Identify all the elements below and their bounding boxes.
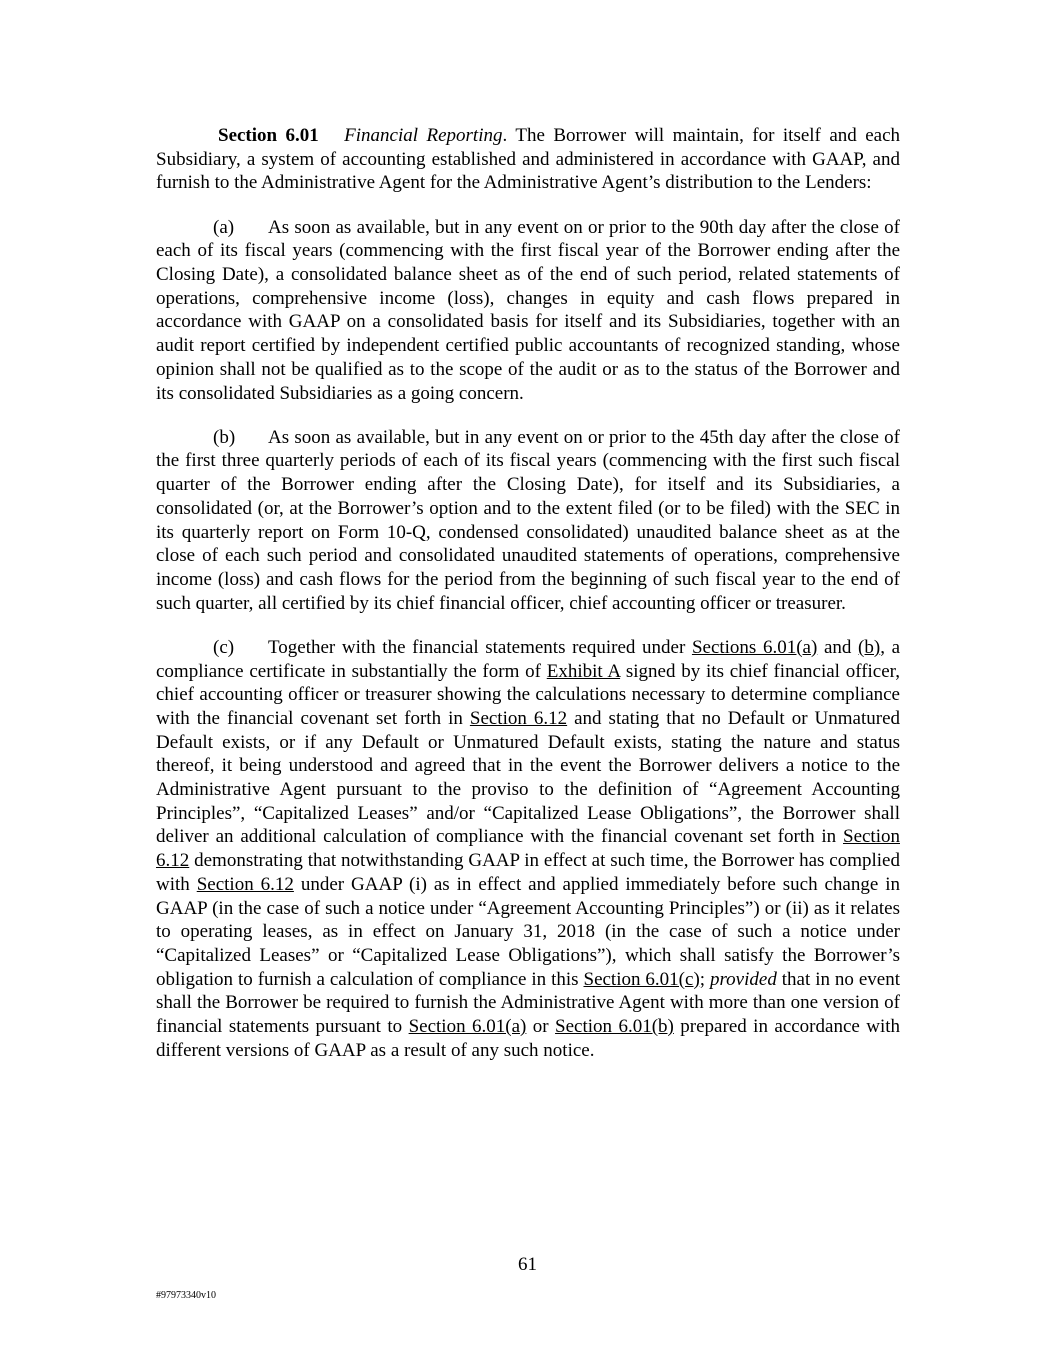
paragraph-c-text: Together with the financial statements required under bbox=[268, 636, 692, 658]
paragraph-c-text: that in no event shall the Borrower be required to furnish the Administrative Agent with more than one version of financial statements pursuant to bbox=[156, 968, 900, 1038]
cross-reference: Exhibit A bbox=[546, 660, 621, 682]
paragraph-b-label: (b) bbox=[213, 426, 236, 448]
page-number: 61 bbox=[518, 1254, 537, 1275]
paragraph-c-text: or bbox=[526, 1016, 556, 1038]
cross-reference: Section 6.01(a) bbox=[408, 1016, 527, 1038]
cross-reference: Section 6.12 bbox=[196, 873, 294, 895]
paragraph-c-text: ; bbox=[699, 968, 710, 990]
paragraph-c-label: (c) bbox=[213, 636, 235, 658]
section-title: Financial Reporting bbox=[344, 125, 503, 146]
paragraph-a-label: (a) bbox=[213, 216, 235, 238]
document-body bbox=[156, 124, 900, 1083]
section-number: Section 6.01 bbox=[218, 125, 319, 146]
paragraph-c-text: prepared in accordance with different versions of GAAP as a result of any such notice. bbox=[156, 1016, 901, 1061]
cross-reference: Section 6.01(b) bbox=[555, 1016, 674, 1038]
document-id: #97973340v10 bbox=[156, 1290, 216, 1301]
paragraph-c-text: demonstrating that notwithstanding GAAP in effect at such time, the Borrower has complied with bbox=[156, 850, 900, 895]
paragraph-b bbox=[156, 426, 900, 616]
cross-reference: Section 6.01(c) bbox=[583, 968, 700, 990]
cross-reference: (b) bbox=[858, 636, 881, 658]
section-intro-text: . The Borrower will maintain, for itself and each Subsidiary, a system of accounting established and administered in accordance with GAAP, and furnish to the Administrative Agent for the Administrative Agent’s distribution to the Lenders: bbox=[156, 125, 901, 194]
cross-reference: Section 6.12 bbox=[156, 826, 900, 872]
paragraph-c-text: signed by its chief financial officer, chief accounting officer or treasurer showing the calculations necessary to determine compliance with the financial covenant set forth in bbox=[156, 660, 900, 729]
section-intro-paragraph bbox=[156, 124, 900, 195]
paragraph-b-text: As soon as available, but in any event on or prior to the 45th day after the close of the first three quarterly periods of each of its fiscal years (commencing with the first such fiscal quarter of the Borrower ending after the Closing Date), for itself and its Subsidiaries, a consolidated (or, at the Borrower’s option and to the extent filed (or to be filed) with the SEC in its quarterly report on Form 10-Q, condensed consolidated) unaudited balance sheet as at the close of each such period and consolidated unaudited statements of operations, comprehensive income (loss) and cash flows for the period from the beginning of such fiscal year to the end of such quarter, all certified by its chief financial officer, chief accounting officer or treasurer. bbox=[156, 426, 900, 614]
paragraph-a bbox=[156, 216, 900, 406]
paragraph-c-text: and bbox=[817, 636, 859, 658]
paragraph-c-text: and stating that no Default or Unmatured Default exists, or if any Default or Unmatured Default exists, stating the nature and status thereof, it being understood and agreed that in the event the Borrower delivers a notice to the Administrative Agent pursuant to the proviso to the definition of “Agreement Accounting Principles”, “Capitalized Leases” and/or “Capitalized Lease Obligations”, the Borrower shall deliver an additional calculation of compliance with the financial covenant set forth in bbox=[156, 707, 900, 848]
paragraph-a-text: As soon as available, but in any event on or prior to the 90th day after the close of each of its fiscal years (commencing with the first fiscal year of the Borrower ending after the Closing Date), a consolidated balance sheet as of the end of such period, related statements of operations, comprehensive income (loss), changes in equity and cash flows prepared in accordance with GAAP on a consolidated basis for itself and its Subsidiaries, together with an audit report certified by independent certified public accountants of recognized standing, whose opinion shall not be qualified as to the scope of the audit or as to the status of the Borrower and its consolidated Subsidiaries as a going concern. bbox=[156, 216, 900, 404]
cross-reference: Sections 6.01(a) bbox=[691, 636, 818, 658]
paragraph-c-text: , a compliance certificate in substantially the form of bbox=[156, 636, 901, 682]
cross-reference: Section 6.12 bbox=[469, 707, 568, 729]
paragraph-c bbox=[156, 636, 900, 1063]
provided-term: provided bbox=[709, 968, 777, 990]
paragraph-c-text: under GAAP (i) as in effect and applied immediately before such change in GAAP (in the case of such a notice under “Agreement Accounting Principles”) or (ii) as it relates to operating leases, as in effect on January 31, 2018 (in the case of such a notice under “Capitalized Leases” or “Capitalized Lease Obligations”), which shall satisfy the Borrower’s obligation to furnish a calculation of compliance in this bbox=[156, 873, 901, 990]
